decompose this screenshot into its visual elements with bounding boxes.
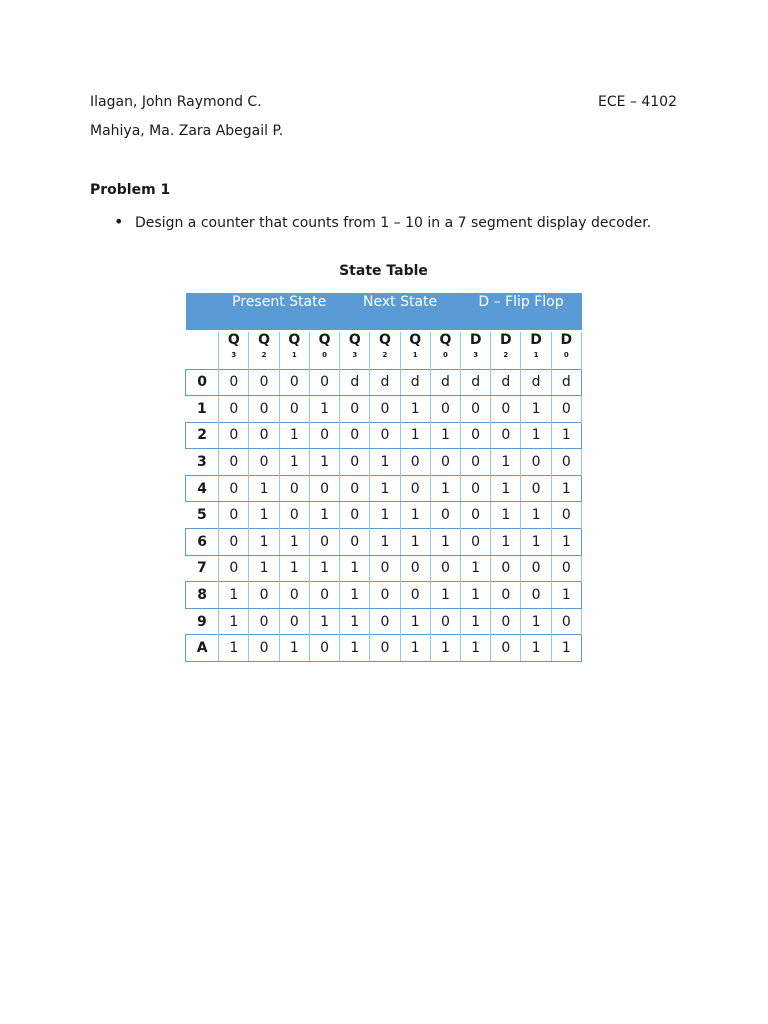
column-header-main: D [500, 332, 512, 348]
column-header-subscript: 1 [291, 351, 297, 359]
table-row [186, 475, 582, 502]
table-cell: 1 [249, 475, 279, 502]
table-cell: 1 [551, 635, 581, 662]
table-cell: 0 [370, 422, 400, 449]
column-header-row [186, 331, 582, 369]
table-cell: 1 [279, 529, 309, 556]
table-cell: 0 [491, 582, 521, 609]
table-cell: 0 [551, 502, 581, 529]
table-cell: 0 [461, 422, 491, 449]
column-header-main: D [530, 332, 542, 348]
column-header-main: Q [379, 332, 391, 348]
table-cell: 1 [219, 582, 249, 609]
column-header-main: Q [439, 332, 452, 348]
table-row [186, 608, 582, 635]
row-label: 9 [186, 608, 219, 635]
column-header [309, 331, 339, 369]
table-cell: 1 [521, 502, 551, 529]
table-cell: 1 [309, 396, 339, 423]
state-table [185, 293, 582, 662]
table-cell: 0 [340, 529, 370, 556]
table-cell: 0 [461, 475, 491, 502]
row-label: 5 [186, 502, 219, 529]
table-cell: 1 [551, 529, 581, 556]
table-cell: 0 [219, 502, 249, 529]
column-header [400, 331, 430, 369]
column-header-subscript: 1 [533, 351, 539, 359]
column-header-subscript: 3 [473, 351, 479, 359]
table-cell: 0 [219, 369, 249, 396]
table-row [186, 529, 582, 556]
column-header-main: D [560, 332, 573, 348]
table-body [186, 369, 582, 662]
row-label: 1 [186, 396, 219, 423]
group-header-next: Next State [340, 293, 461, 331]
table-cell: 0 [279, 475, 309, 502]
column-header [279, 331, 309, 369]
table-cell: 1 [309, 608, 339, 635]
table-cell: 1 [400, 529, 430, 556]
table-cell: 0 [249, 422, 279, 449]
table-cell: 1 [430, 529, 460, 556]
table-cell: 1 [461, 582, 491, 609]
table-cell: 0 [249, 635, 279, 662]
problem-task: Design a counter that counts from 1 – 10 in a 7 segment display decoder. [135, 215, 652, 231]
table-cell: d [461, 369, 491, 396]
table-cell: 0 [340, 422, 370, 449]
table-cell: 0 [219, 449, 249, 476]
table-cell: 1 [219, 635, 249, 662]
table-cell: 1 [461, 608, 491, 635]
problem-title: Problem 1 [90, 182, 171, 198]
table-cell: 1 [309, 449, 339, 476]
table-cell: 0 [309, 529, 339, 556]
table-cell: 1 [249, 529, 279, 556]
table-cell: 0 [370, 396, 400, 423]
table-cell: 0 [279, 369, 309, 396]
table-cell: 1 [279, 555, 309, 582]
row-label: 0 [186, 369, 219, 396]
table-cell: 1 [340, 635, 370, 662]
table-row [186, 502, 582, 529]
column-header [551, 331, 581, 369]
table-cell: 0 [249, 582, 279, 609]
author-name-2: Mahiya, Ma. Zara Abegail P. [90, 123, 284, 139]
table-cell: d [551, 369, 581, 396]
table-cell: 0 [279, 608, 309, 635]
table-cell: 0 [551, 608, 581, 635]
table-cell: 0 [521, 449, 551, 476]
table-cell: 1 [491, 529, 521, 556]
row-label: 4 [186, 475, 219, 502]
table-cell: 0 [491, 422, 521, 449]
row-label: 2 [186, 422, 219, 449]
table-cell: 0 [219, 529, 249, 556]
table-cell: 0 [521, 475, 551, 502]
column-header-subscript: 2 [382, 351, 388, 359]
table-cell: 1 [370, 475, 400, 502]
table-cell: 1 [249, 502, 279, 529]
table-cell: 1 [340, 582, 370, 609]
table-cell: 0 [340, 475, 370, 502]
table-cell: d [340, 369, 370, 396]
table-cell: 0 [491, 555, 521, 582]
table-cell: 0 [400, 555, 430, 582]
group-header-blank [186, 293, 219, 331]
row-label: 8 [186, 582, 219, 609]
column-header-main: Q [409, 332, 422, 348]
table-cell: 0 [219, 396, 249, 423]
table-cell: 0 [279, 396, 309, 423]
table-cell: 0 [219, 422, 249, 449]
table-cell: 1 [491, 475, 521, 502]
table-cell: 1 [551, 475, 581, 502]
column-header-main: D [469, 332, 482, 348]
table-cell: 1 [340, 608, 370, 635]
column-header [491, 331, 521, 369]
table-cell: 0 [219, 555, 249, 582]
table-cell: 0 [430, 502, 460, 529]
table-cell: 1 [461, 555, 491, 582]
table-cell: 0 [370, 608, 400, 635]
table-cell: 1 [551, 422, 581, 449]
table-cell: 0 [279, 502, 309, 529]
table-cell: 0 [491, 608, 521, 635]
column-header-main: Q [288, 332, 301, 348]
table-cell: 0 [309, 475, 339, 502]
table-row [186, 449, 582, 476]
table-cell: d [400, 369, 430, 396]
table-cell: 1 [370, 502, 400, 529]
table-cell: 0 [400, 449, 430, 476]
table-cell: 1 [279, 635, 309, 662]
table-cell: d [491, 369, 521, 396]
column-header-main: Q [258, 332, 271, 348]
table-caption: State Table [339, 263, 428, 279]
table-cell: 0 [430, 555, 460, 582]
table-cell: 1 [521, 529, 551, 556]
table-cell: 1 [521, 396, 551, 423]
row-label: 6 [186, 529, 219, 556]
column-header [521, 331, 551, 369]
column-header-subscript: 1 [412, 351, 418, 359]
table-cell: 0 [309, 369, 339, 396]
table-cell: 0 [279, 582, 309, 609]
table-cell: 0 [461, 396, 491, 423]
table-cell: 0 [309, 582, 339, 609]
table-cell: 0 [551, 555, 581, 582]
table-cell: 0 [551, 449, 581, 476]
table-cell: 0 [551, 396, 581, 423]
column-header-main: Q [318, 332, 331, 348]
table-cell: 0 [249, 396, 279, 423]
column-header-subscript: 2 [261, 351, 267, 359]
table-cell: 0 [370, 582, 400, 609]
table-cell: 0 [400, 582, 430, 609]
column-header [430, 331, 460, 369]
table-cell: 0 [370, 635, 400, 662]
group-header-present: Present State [219, 293, 340, 331]
table-cell: 1 [340, 555, 370, 582]
table-cell: 1 [309, 555, 339, 582]
table-cell: 1 [521, 608, 551, 635]
table-cell: 1 [521, 422, 551, 449]
table-cell: 1 [249, 555, 279, 582]
table-cell: 1 [491, 449, 521, 476]
column-header-subscript: 3 [231, 351, 237, 359]
table-cell: 1 [400, 502, 430, 529]
table-cell: 0 [491, 396, 521, 423]
table-cell: 1 [370, 529, 400, 556]
table-cell: 0 [249, 369, 279, 396]
table-cell: 1 [370, 449, 400, 476]
table-cell: 1 [400, 635, 430, 662]
table-cell: 1 [430, 635, 460, 662]
column-header [249, 331, 279, 369]
table-cell: 1 [430, 475, 460, 502]
column-header [461, 331, 491, 369]
column-header-subscript: 0 [322, 351, 327, 359]
table-row [186, 369, 582, 396]
group-header-row [186, 293, 582, 331]
table-cell: 0 [430, 449, 460, 476]
column-header-blank [186, 331, 219, 369]
table-cell: 1 [309, 502, 339, 529]
table-cell: 0 [430, 396, 460, 423]
row-label: 7 [186, 555, 219, 582]
table-cell: 0 [461, 502, 491, 529]
table-cell: 1 [400, 422, 430, 449]
table-cell: d [370, 369, 400, 396]
table-cell: 1 [491, 502, 521, 529]
column-header [340, 331, 370, 369]
table-cell: 1 [521, 635, 551, 662]
table-cell: 1 [400, 396, 430, 423]
author-name-1: Ilagan, John Raymond C. [90, 94, 262, 110]
column-header-main: Q [227, 332, 240, 348]
table-cell: d [521, 369, 551, 396]
table-cell: 0 [340, 396, 370, 423]
table-cell: 0 [309, 635, 339, 662]
table-cell: 0 [461, 449, 491, 476]
table-cell: 0 [340, 502, 370, 529]
table-cell: 0 [521, 555, 551, 582]
bullet-icon: • [114, 212, 124, 231]
table-cell: 1 [279, 422, 309, 449]
table-row [186, 422, 582, 449]
column-header-subscript: 2 [503, 351, 509, 359]
table-cell: 0 [219, 475, 249, 502]
column-header-main: Q [348, 332, 361, 348]
column-header [370, 331, 400, 369]
table-cell: 0 [400, 475, 430, 502]
table-cell: 0 [370, 555, 400, 582]
table-cell: 1 [279, 449, 309, 476]
table-cell: 0 [521, 582, 551, 609]
table-cell: 0 [309, 422, 339, 449]
column-header-subscript: 3 [352, 351, 358, 359]
table-cell: 0 [491, 635, 521, 662]
table-row [186, 582, 582, 609]
table-cell: 0 [249, 608, 279, 635]
table-cell: 1 [461, 635, 491, 662]
table-cell: 1 [430, 582, 460, 609]
course-code: ECE – 4102 [598, 94, 677, 110]
table-cell: 0 [340, 449, 370, 476]
table-cell: d [430, 369, 460, 396]
table-cell: 0 [249, 449, 279, 476]
row-label: A [186, 635, 219, 662]
column-header-subscript: 0 [563, 351, 569, 359]
column-header [219, 331, 249, 369]
table-row [186, 396, 582, 423]
table-cell: 1 [430, 422, 460, 449]
table-cell: 0 [430, 608, 460, 635]
table-cell: 1 [400, 608, 430, 635]
table-cell: 1 [219, 608, 249, 635]
group-header-dff: D – Flip Flop [461, 293, 582, 331]
row-label: 3 [186, 449, 219, 476]
table-row [186, 635, 582, 662]
table-cell: 0 [461, 529, 491, 556]
table-cell: 1 [551, 582, 581, 609]
column-header-subscript: 0 [442, 351, 448, 359]
table-row [186, 555, 582, 582]
